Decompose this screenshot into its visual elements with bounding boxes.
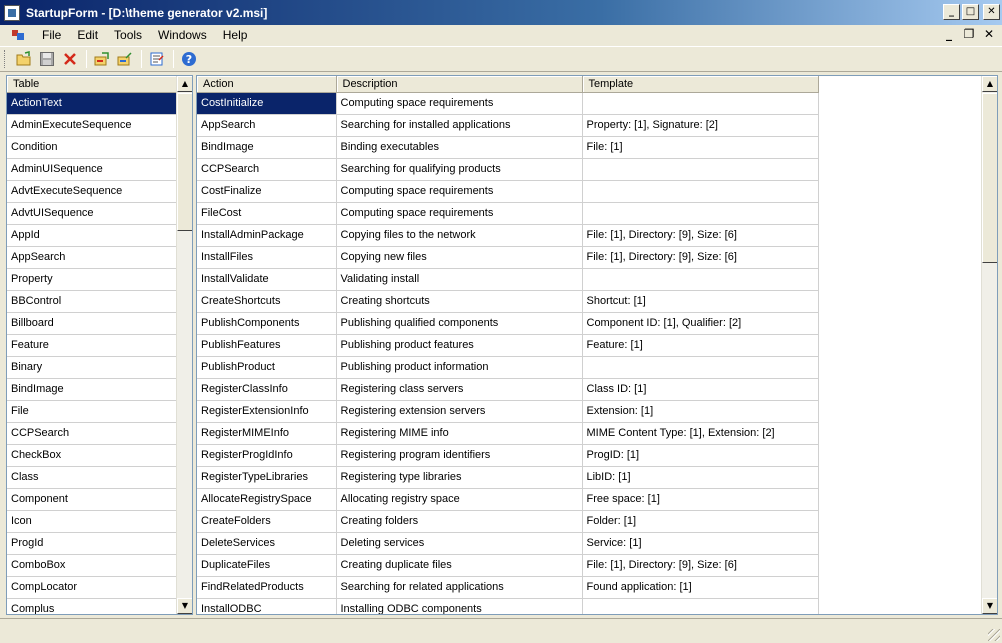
scroll-down-icon[interactable]: ▼ xyxy=(982,598,998,614)
menu-bar xyxy=(0,25,1002,45)
table-row[interactable] xyxy=(7,180,176,202)
table-row[interactable] xyxy=(197,488,818,510)
template-cell[interactable]: LibID: [1] xyxy=(582,466,818,488)
action-cell[interactable]: RegisterTypeLibraries xyxy=(197,466,336,488)
action-cell[interactable]: AllocateRegistrySpace xyxy=(197,488,336,510)
import-icon[interactable] xyxy=(114,48,136,70)
table-row[interactable] xyxy=(197,114,818,136)
scroll-thumb[interactable] xyxy=(177,93,193,231)
action-cell[interactable]: RegisterClassInfo xyxy=(197,378,336,400)
template-cell[interactable] xyxy=(582,92,818,114)
svg-text:?: ? xyxy=(185,53,193,66)
column-header-action[interactable]: Action xyxy=(197,76,336,92)
description-cell[interactable]: Creating duplicate files xyxy=(336,554,582,576)
table-row[interactable] xyxy=(197,466,818,488)
table-row[interactable] xyxy=(7,136,176,158)
template-cell[interactable]: File: [1], Directory: [9], Size: [6] xyxy=(582,246,818,268)
table-row[interactable] xyxy=(7,378,176,400)
description-cell[interactable]: Copying new files xyxy=(336,246,582,268)
action-cell[interactable]: CCPSearch xyxy=(197,158,336,180)
menu-edit[interactable]: Edit xyxy=(77,28,99,42)
table-name-cell[interactable]: CheckBox xyxy=(7,444,176,466)
table-list-body xyxy=(7,92,176,615)
table-row[interactable] xyxy=(197,510,818,532)
template-cell[interactable]: Free space: [1] xyxy=(582,488,818,510)
toolbar xyxy=(0,46,1002,72)
table-name-cell[interactable]: File xyxy=(7,400,176,422)
description-cell[interactable]: Computing space requirements xyxy=(336,202,582,224)
table-row[interactable] xyxy=(197,180,818,202)
action-cell[interactable]: InstallValidate xyxy=(197,268,336,290)
action-cell[interactable]: InstallODBC xyxy=(197,598,336,615)
description-cell[interactable]: Registering MIME info xyxy=(336,422,582,444)
table-row[interactable] xyxy=(197,444,818,466)
action-grid xyxy=(197,76,819,615)
description-cell[interactable]: Registering class servers xyxy=(336,378,582,400)
template-cell[interactable]: File: [1], Directory: [9], Size: [6] xyxy=(582,554,818,576)
table-row[interactable] xyxy=(7,554,176,576)
export-icon[interactable] xyxy=(91,48,113,70)
table-row[interactable] xyxy=(197,312,818,334)
template-cell[interactable]: MIME Content Type: [1], Extension: [2] xyxy=(582,422,818,444)
table-name-cell[interactable]: AdvtExecuteSequence xyxy=(7,180,176,202)
action-cell[interactable]: RegisterProgIdInfo xyxy=(197,444,336,466)
table-name-cell[interactable]: ProgId xyxy=(7,532,176,554)
table-row[interactable] xyxy=(7,400,176,422)
table-name-cell[interactable]: AdminUISequence xyxy=(7,158,176,180)
delete-icon[interactable] xyxy=(59,48,81,70)
template-cell[interactable]: Found application: [1] xyxy=(582,576,818,598)
menu-file[interactable]: File xyxy=(42,28,62,42)
template-cell[interactable] xyxy=(582,180,818,202)
template-cell[interactable] xyxy=(582,158,818,180)
table-row[interactable] xyxy=(7,532,176,554)
description-cell[interactable]: Binding executables xyxy=(336,136,582,158)
table-name-cell[interactable]: Complus xyxy=(7,598,176,615)
window-controls xyxy=(943,4,1000,20)
mdi-child-icon[interactable] xyxy=(8,28,26,42)
table-row[interactable] xyxy=(197,334,818,356)
properties-icon[interactable] xyxy=(146,48,168,70)
template-cell[interactable]: ProgID: [1] xyxy=(582,444,818,466)
table-name-cell[interactable]: BBControl xyxy=(7,290,176,312)
table-row[interactable] xyxy=(197,378,818,400)
action-cell[interactable]: InstallAdminPackage xyxy=(197,224,336,246)
table-name-cell[interactable]: Binary xyxy=(7,356,176,378)
table-list-scrollbar[interactable] xyxy=(176,76,192,614)
table-name-cell[interactable]: Component xyxy=(7,488,176,510)
column-header-description[interactable]: Description xyxy=(336,76,582,92)
table-row[interactable] xyxy=(197,202,818,224)
table-row[interactable] xyxy=(7,290,176,312)
table-row[interactable] xyxy=(197,576,818,598)
description-cell[interactable]: Creating shortcuts xyxy=(336,290,582,312)
template-cell[interactable]: Feature: [1] xyxy=(582,334,818,356)
save-icon[interactable] xyxy=(36,48,58,70)
action-grid-body xyxy=(197,92,818,615)
content-area xyxy=(4,73,998,616)
description-cell[interactable]: Installing ODBC components xyxy=(336,598,582,615)
toolbar-separator xyxy=(86,50,87,68)
help-icon[interactable] xyxy=(178,48,200,70)
table-name-cell[interactable]: Class xyxy=(7,466,176,488)
table-name-cell[interactable]: Billboard xyxy=(7,312,176,334)
description-cell[interactable]: Validating install xyxy=(336,268,582,290)
table-row[interactable] xyxy=(197,356,818,378)
title-bar xyxy=(0,0,1002,25)
app-icon[interactable] xyxy=(4,5,20,21)
resize-grip-icon[interactable] xyxy=(988,629,1000,641)
description-cell[interactable]: Publishing product information xyxy=(336,356,582,378)
description-cell[interactable]: Creating folders xyxy=(336,510,582,532)
column-header-template[interactable]: Template xyxy=(582,76,818,92)
close-button[interactable]: ✕ xyxy=(983,4,1000,20)
table-row[interactable] xyxy=(7,422,176,444)
template-cell[interactable]: Shortcut: [1] xyxy=(582,290,818,312)
template-cell[interactable]: Class ID: [1] xyxy=(582,378,818,400)
table-row[interactable] xyxy=(197,598,818,615)
table-name-cell[interactable]: Condition xyxy=(7,136,176,158)
description-cell[interactable]: Allocating registry space xyxy=(336,488,582,510)
action-cell[interactable]: CreateFolders xyxy=(197,510,336,532)
table-row[interactable] xyxy=(197,290,818,312)
table-row[interactable] xyxy=(7,598,176,615)
table-row[interactable] xyxy=(7,576,176,598)
toolbar-grip[interactable] xyxy=(4,50,7,68)
scroll-thumb[interactable] xyxy=(982,93,998,263)
table-row[interactable] xyxy=(197,158,818,180)
action-cell[interactable]: PublishComponents xyxy=(197,312,336,334)
table-row[interactable] xyxy=(197,554,818,576)
description-cell[interactable]: Copying files to the network xyxy=(336,224,582,246)
table-row[interactable] xyxy=(197,136,818,158)
template-cell[interactable]: File: [1] xyxy=(582,136,818,158)
scroll-up-icon[interactable]: ▲ xyxy=(177,76,193,92)
action-cell[interactable]: PublishFeatures xyxy=(197,334,336,356)
minimize-button[interactable]: _ xyxy=(943,4,960,20)
action-cell[interactable]: FileCost xyxy=(197,202,336,224)
table-row[interactable] xyxy=(197,92,818,114)
menu-tools[interactable]: Tools xyxy=(114,28,143,42)
template-cell[interactable]: Folder: [1] xyxy=(582,510,818,532)
description-cell[interactable]: Registering extension servers xyxy=(336,400,582,422)
action-cell[interactable]: RegisterExtensionInfo xyxy=(197,400,336,422)
action-cell[interactable]: InstallFiles xyxy=(197,246,336,268)
table-name-cell[interactable]: Icon xyxy=(7,510,176,532)
table-row[interactable] xyxy=(7,334,176,356)
table-name-cell[interactable]: AppId xyxy=(7,224,176,246)
action-grid-panel xyxy=(196,75,998,615)
action-cell[interactable]: DuplicateFiles xyxy=(197,554,336,576)
table-row[interactable] xyxy=(7,114,176,136)
mdi-close-button[interactable]: ✕ xyxy=(983,27,995,41)
action-cell[interactable]: CostInitialize xyxy=(197,92,336,114)
table-row[interactable] xyxy=(197,400,818,422)
open-icon[interactable] xyxy=(13,48,35,70)
table-name-cell[interactable]: AdvtUISequence xyxy=(7,202,176,224)
table-row[interactable] xyxy=(7,466,176,488)
table-row[interactable] xyxy=(7,444,176,466)
table-row[interactable] xyxy=(7,356,176,378)
status-bar xyxy=(0,618,1002,643)
action-cell[interactable]: CostFinalize xyxy=(197,180,336,202)
description-cell[interactable]: Searching for related applications xyxy=(336,576,582,598)
action-cell[interactable]: FindRelatedProducts xyxy=(197,576,336,598)
table-row[interactable] xyxy=(7,510,176,532)
template-cell[interactable] xyxy=(582,356,818,378)
description-cell[interactable]: Registering type libraries xyxy=(336,466,582,488)
table-row[interactable] xyxy=(197,246,818,268)
template-cell[interactable]: Property: [1], Signature: [2] xyxy=(582,114,818,136)
action-grid-scrollbar[interactable] xyxy=(981,76,997,614)
template-cell[interactable]: Extension: [1] xyxy=(582,400,818,422)
template-cell[interactable] xyxy=(582,598,818,615)
template-cell[interactable] xyxy=(582,202,818,224)
template-cell[interactable] xyxy=(582,268,818,290)
action-cell[interactable]: DeleteServices xyxy=(197,532,336,554)
table-list-panel xyxy=(6,75,193,615)
action-cell[interactable]: RegisterMIMEInfo xyxy=(197,422,336,444)
table-name-cell[interactable]: Property xyxy=(7,268,176,290)
toolbar-separator xyxy=(141,50,142,68)
table-name-cell[interactable]: ActionText xyxy=(7,92,176,114)
table-name-cell[interactable]: AppSearch xyxy=(7,246,176,268)
description-cell[interactable]: Searching for installed applications xyxy=(336,114,582,136)
menu-help[interactable]: Help xyxy=(222,28,248,42)
table-row[interactable] xyxy=(197,532,818,554)
table-row[interactable] xyxy=(7,246,176,268)
description-cell[interactable]: Deleting services xyxy=(336,532,582,554)
template-cell[interactable]: Component ID: [1], Qualifier: [2] xyxy=(582,312,818,334)
description-cell[interactable]: Computing space requirements xyxy=(336,92,582,114)
table-name-cell[interactable]: ComboBox xyxy=(7,554,176,576)
mdi-restore-button[interactable]: ❐ xyxy=(963,27,975,41)
mdi-minimize-button[interactable]: _ xyxy=(946,27,952,41)
table-name-cell[interactable]: Feature xyxy=(7,334,176,356)
window-title: StartupForm - [D:\theme generator v2.msi] xyxy=(26,5,268,20)
mdi-controls xyxy=(942,27,996,41)
table-row[interactable] xyxy=(197,268,818,290)
template-cell[interactable]: Service: [1] xyxy=(582,532,818,554)
table-name-cell[interactable]: BindImage xyxy=(7,378,176,400)
scroll-down-icon[interactable]: ▼ xyxy=(177,598,193,614)
description-cell[interactable]: Registering program identifiers xyxy=(336,444,582,466)
table-row[interactable] xyxy=(197,224,818,246)
table-row[interactable] xyxy=(7,268,176,290)
action-cell[interactable]: CreateShortcuts xyxy=(197,290,336,312)
template-cell[interactable]: File: [1], Directory: [9], Size: [6] xyxy=(582,224,818,246)
description-cell[interactable]: Computing space requirements xyxy=(336,180,582,202)
table-row[interactable] xyxy=(7,158,176,180)
table-row[interactable] xyxy=(197,422,818,444)
table-name-cell[interactable]: AdminExecuteSequence xyxy=(7,114,176,136)
maximize-button[interactable]: □ xyxy=(962,4,979,20)
description-cell[interactable]: Publishing product features xyxy=(336,334,582,356)
table-list xyxy=(7,76,177,615)
column-header-table[interactable]: Table xyxy=(7,76,176,92)
table-row[interactable] xyxy=(7,224,176,246)
table-name-cell[interactable]: CCPSearch xyxy=(7,422,176,444)
scroll-up-icon[interactable]: ▲ xyxy=(982,76,998,92)
table-row[interactable] xyxy=(7,202,176,224)
description-cell[interactable]: Publishing qualified components xyxy=(336,312,582,334)
toolbar-separator xyxy=(173,50,174,68)
action-cell[interactable]: AppSearch xyxy=(197,114,336,136)
action-cell[interactable]: BindImage xyxy=(197,136,336,158)
table-row[interactable] xyxy=(7,312,176,334)
table-name-cell[interactable]: CompLocator xyxy=(7,576,176,598)
action-cell[interactable]: PublishProduct xyxy=(197,356,336,378)
description-cell[interactable]: Searching for qualifying products xyxy=(336,158,582,180)
table-row[interactable] xyxy=(7,92,176,114)
table-row[interactable] xyxy=(7,488,176,510)
menu-windows[interactable]: Windows xyxy=(158,28,207,42)
